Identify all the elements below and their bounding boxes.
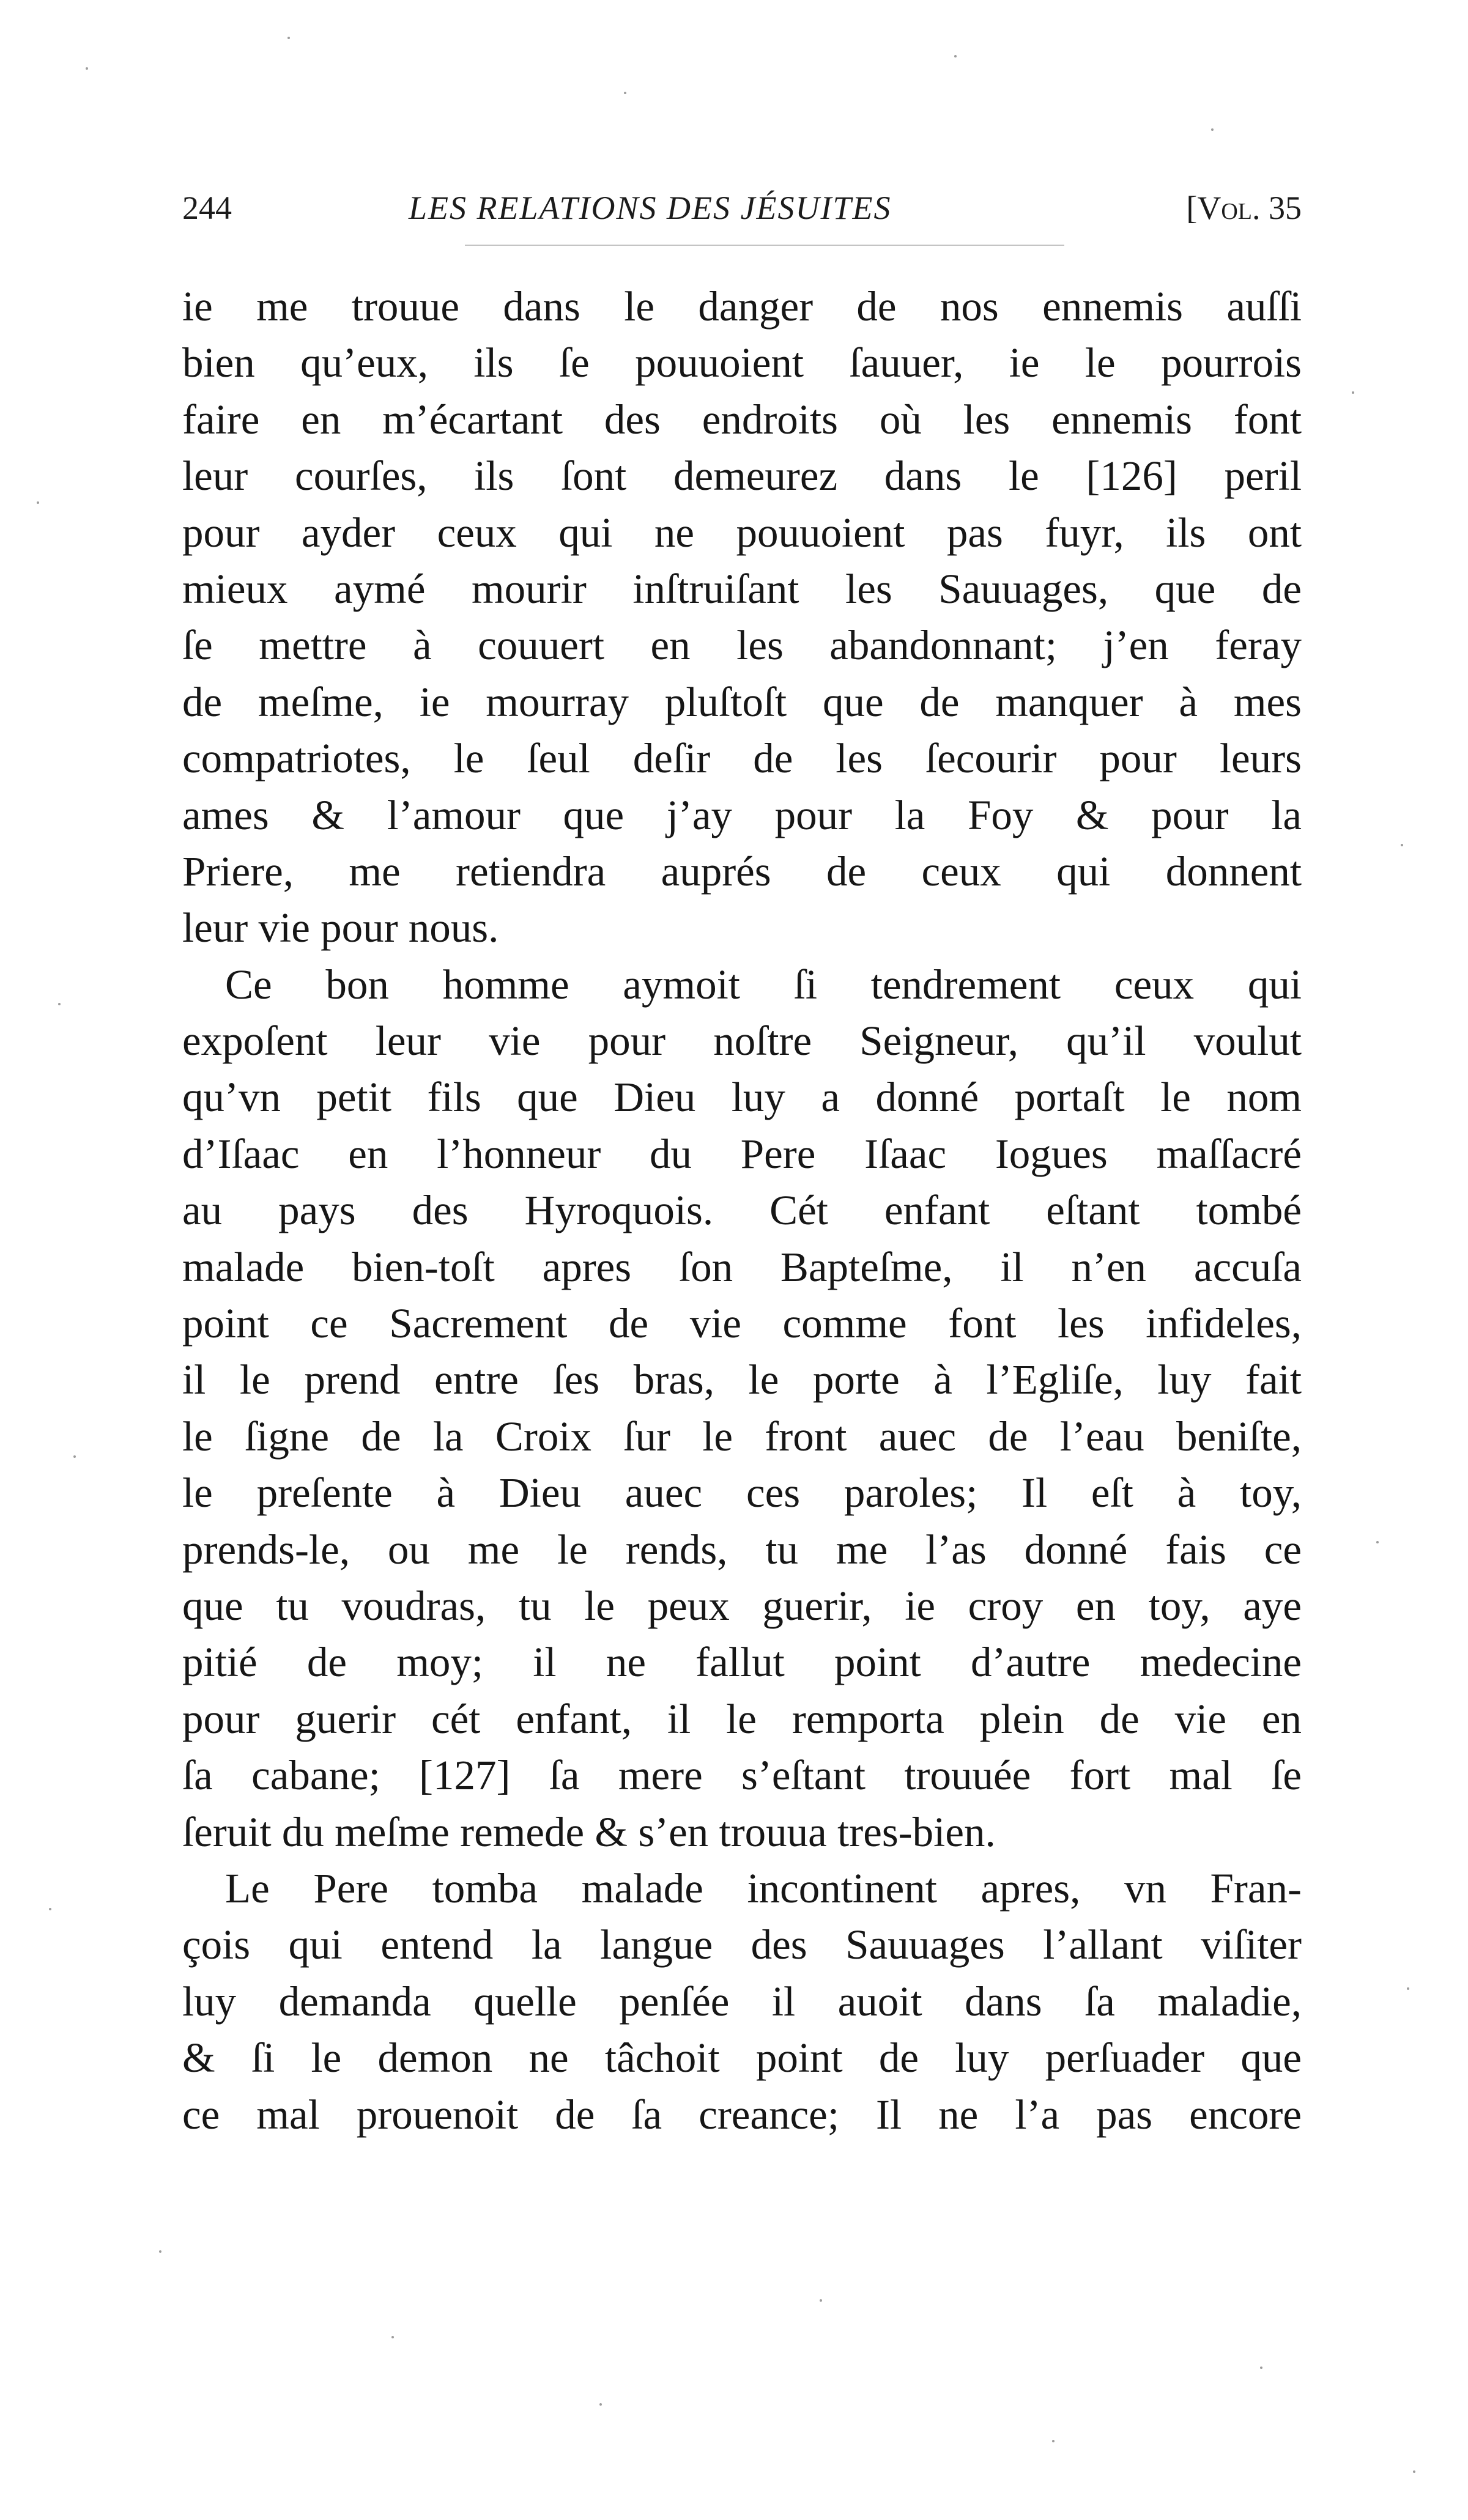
text-line: expoſent leur vie pour noſtre Seigneur, qu’il voulut [182,1018,1302,1065]
text-line: ie me trouue dans le danger de nos ennemis auſſi [182,283,1302,330]
text-line: bien qu’eux, ils ſe pouuoient ſauuer, ie le pourrois [182,339,1302,386]
scan-speckle [287,37,290,39]
text-line: au pays des Hyroquois. Cét enfant eſtant tombé [182,1187,1302,1234]
text-line: leur courſes, ils ſont demeurez dans le [126] peril [182,453,1302,500]
scan-speckle [391,2336,394,2338]
scan-speckle [86,67,88,70]
scan-speckle [1211,128,1214,131]
text-line: leur vie pour nous. [182,904,499,951]
paragraph-2 [182,956,1302,1860]
text-line: Priere, me retiendra auprés de ceux qui donnent [182,848,1302,895]
text-line: Ce bon homme aymoit ſi tendrement ceux qui [225,961,1302,1008]
scan-speckle [624,92,626,94]
scan-speckle [1052,2440,1055,2442]
text-line: prends-le, ou me le rends, tu me l’as donné fais ce [182,1526,1302,1573]
text-line: pour guerir cét enfant, il le remporta plein de vie en [182,1695,1302,1742]
running-head [182,183,1302,232]
scan-speckle [1401,844,1403,846]
text-line: point ce Sacrement de vie comme font les infideles, [182,1300,1302,1347]
text-line: que tu voudras, tu le peux guerir, ie croy en toy, aye [182,1582,1302,1629]
text-line: pitié de moy; il ne fallut point d’autre medecine [182,1639,1302,1686]
text-line: & ſi le demon ne tâchoit point de luy perſuader que [182,2034,1302,2082]
text-line: malade bien-toſt apres ſon Bapteſme, il n’en accuſa [182,1243,1302,1290]
text-line: luy demanda quelle penſée il auoit dans ſa maladie, [182,1978,1302,2025]
text-line: ſe mettre à couuert en les abandonnant; j’en feray [182,622,1302,669]
page-number: 244 [182,190,232,226]
scan-speckle [599,2403,602,2406]
text-line: ſeruit du meſme remede & s’en trouua tres-bien. [182,1808,996,1855]
text-line: ſa cabane; [127] ſa mere s’eſtant trouuée fort mal ſe [182,1752,1302,1799]
text-line: çois qui entend la langue des Sauuages l’allant viſiter [182,1921,1302,1968]
text-line: le preſente à Dieu auec ces paroles; Il eſt à toy, [182,1469,1302,1517]
paragraph-1 [182,278,1302,956]
text-line: Le Pere tomba malade incontinent apres, vn Fran- [225,1864,1302,1912]
scan-speckle [820,2299,822,2302]
scan-speckle [1413,2470,1415,2473]
text-line: pour ayder ceux qui ne pouuoient pas fuyr, ils ont [182,509,1302,556]
scan-speckle [73,1455,76,1458]
header-rule [465,245,1064,246]
text-line: ce mal prouenoit de ſa creance; Il ne l’a pas encore [182,2091,1302,2138]
text-line: le ſigne de la Croix ſur le front auec de l’eau beniſte, [182,1413,1302,1460]
scan-speckle [954,55,957,57]
paragraph-3 [182,1860,1302,2143]
text-line: compatriotes, le ſeul deſir de les ſecourir pour leurs [182,735,1302,782]
body-text [182,278,1302,2143]
scan-speckle [1260,2367,1262,2369]
scan-speckle [1376,1541,1379,1543]
volume-label: [Vol. 35 [1186,190,1302,226]
text-line: mieux aymé mourir inſtruiſant les Sauuages, que de [182,565,1302,612]
scan-speckle [1352,391,1354,394]
text-line: qu’vn petit fils que Dieu luy a donné portaſt le nom [182,1074,1302,1121]
text-line: ames & l’amour que j’ay pour la Foy & pour la [182,791,1302,838]
running-title: LES RELATIONS DES JÉSUITES [409,190,892,226]
scan-speckle [1407,1987,1409,1990]
scan-speckle [58,1003,61,1005]
text-line: d’Iſaac en l’honneur du Pere Iſaac Iogues maſſacré [182,1130,1302,1177]
scan-speckle [159,2250,161,2253]
scan-speckle [37,501,39,504]
text-line: il le prend entre ſes bras, le porte à l’Egliſe, luy fait [182,1356,1302,1403]
text-line: de meſme, ie mourray pluſtoſt que de manquer à mes [182,678,1302,725]
scan-speckle [49,1908,51,1910]
text-line: faire en m’écartant des endroits où les ennemis font [182,396,1302,443]
